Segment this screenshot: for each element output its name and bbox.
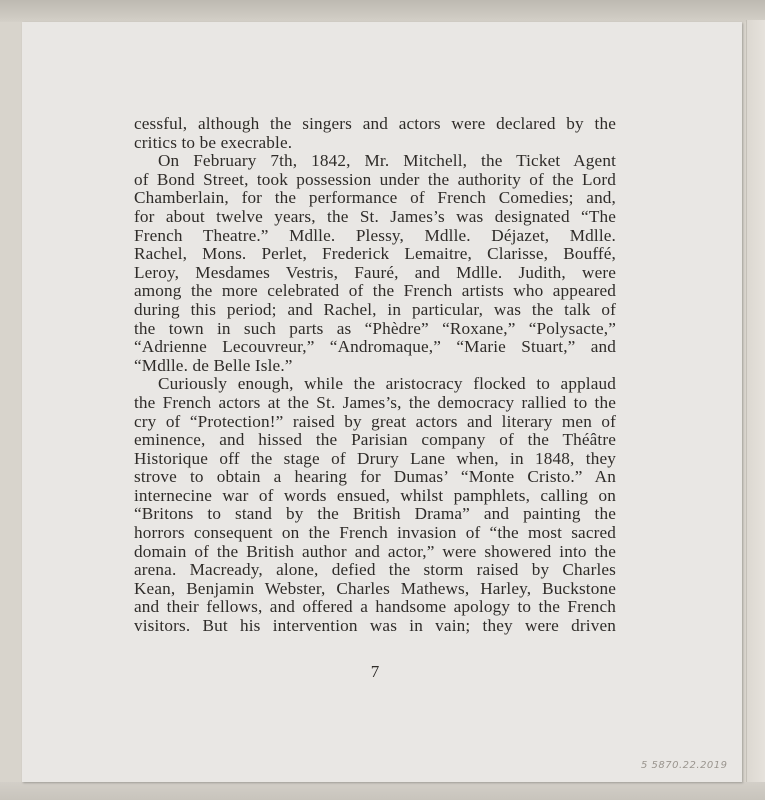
bottom-page-edge bbox=[0, 782, 765, 800]
text-line: internecine war of words ensued, whilst pamphlets, calling on bbox=[134, 485, 616, 505]
text-line: Rachel, Mons. Perlet, Frederick Lemaitre, Clarisse, Bouffé, bbox=[134, 244, 616, 264]
text-line: strove to obtain a hearing for Dumas’ “Monte Cristo.” An bbox=[134, 467, 616, 487]
right-page-edge bbox=[746, 20, 765, 790]
text-line: “Adrienne Lecouvreur,” “Andromaque,” “Marie Stuart,” and bbox=[134, 337, 616, 357]
text-line: Kean, Benjamin Webster, Charles Mathews, Harley, Buckstone bbox=[134, 578, 616, 598]
text-line: Curiously enough, while the aristocracy flocked to applaud bbox=[158, 374, 616, 394]
text-line: domain of the British author and actor,” were showered into the bbox=[134, 541, 616, 561]
text-line: critics to be execrable. bbox=[134, 132, 293, 152]
text-line: eminence, and hissed the Parisian company of the Théâtre bbox=[134, 430, 616, 450]
text-line: Chamberlain, for the performance of French Comedies; and, bbox=[134, 188, 616, 208]
text-line: Leroy, Mesdames Vestris, Fauré, and Mdlle. Judith, were bbox=[134, 262, 616, 282]
text-line: French Theatre.” Mdlle. Plessy, Mdlle. Déjazet, Mdlle. bbox=[134, 225, 616, 245]
page-number: 7 bbox=[370, 662, 380, 681]
text-line: the town in such parts as “Phèdre” “Roxane,” “Polysacte,” bbox=[134, 318, 616, 338]
catalog-pencil-note: 5 5870.22.2019 bbox=[641, 760, 728, 771]
top-page-edge bbox=[0, 0, 765, 22]
text-line: cessful, although the singers and actors were declared by the bbox=[134, 114, 616, 133]
text-line: arena. Macready, alone, defied the storm raised by Charles bbox=[134, 560, 616, 580]
text-line: among the more celebrated of the French artists who appeared bbox=[134, 281, 616, 301]
text-line: of Bond Street, took possession under the authority of the Lord bbox=[134, 169, 616, 189]
body-text bbox=[134, 115, 616, 636]
text-line: Historique off the stage of Drury Lane when, in 1848, they bbox=[134, 448, 616, 468]
text-line: cry of “Protection!” raised by great actors and literary men of bbox=[134, 411, 616, 431]
text-line: for about twelve years, the St. James’s was designated “The bbox=[134, 206, 616, 226]
text-line: horrors consequent on the French invasion of “the most sacred bbox=[134, 523, 616, 543]
text-line: “Mdlle. de Belle Isle.” bbox=[134, 355, 293, 375]
text-line: during this period; and Rachel, in particular, was the talk of bbox=[134, 299, 616, 319]
text-line: On February 7th, 1842, Mr. Mitchell, the Ticket Agent bbox=[158, 151, 616, 171]
text-line: visitors. But his intervention was in vain; they were driven bbox=[134, 616, 616, 636]
text-line: and their fellows, and offered a handsome apology to the French bbox=[134, 597, 616, 617]
text-line: the French actors at the St. James’s, the democracy rallied to the bbox=[134, 392, 616, 412]
text-line: “Britons to stand by the British Drama” and painting the bbox=[134, 504, 616, 524]
